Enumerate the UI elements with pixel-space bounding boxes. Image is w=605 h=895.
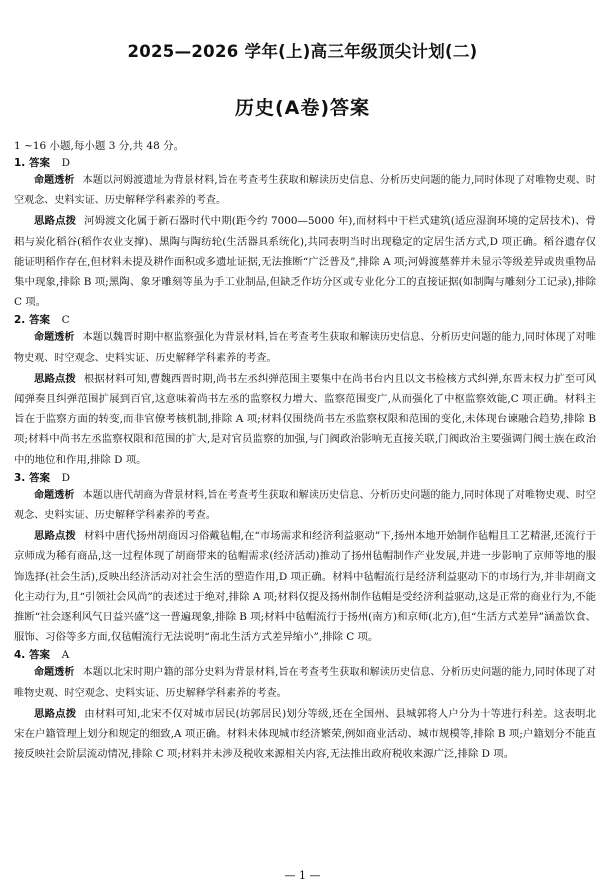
intent-paragraph <box>14 171 596 211</box>
analysis-label: 思路点拨 <box>34 707 77 720</box>
page-number: — 1 — <box>284 869 321 882</box>
intent-text: 本题以魏晋时期中枢监察强化为背景材料,旨在考查考生获取和解读历史信息、分析历史问题的能力,同时体现了对唯物史观、时空观念、史料实证、历史解释学科素养的考查。 <box>14 332 597 364</box>
answer-label: 答案 <box>28 157 50 169</box>
analysis-paragraph <box>14 704 596 765</box>
question-block <box>14 471 596 648</box>
question-number: 4. <box>14 649 26 662</box>
answer-value: D <box>61 471 71 484</box>
answer-label: 答案 <box>28 471 50 484</box>
answer-value: A <box>61 649 70 662</box>
intent-text: 本题以河姆渡遗址为背景材料,旨在考查考生获取和解读历史信息、分析历史问题的能力,同时体现了对唯物史观、时空观念、史料实证、历史解释学科素养的考查。 <box>14 175 597 207</box>
question-number: 3. <box>14 471 26 484</box>
exam-subtitle: 历史(A卷)答案 <box>234 97 371 119</box>
exam-title: 2025—2026 学年(上)高三年级顶尖计划(二) <box>127 42 478 61</box>
answer-label: 答案 <box>28 649 50 662</box>
answer-line <box>14 156 596 170</box>
question-number: 1. <box>14 157 26 169</box>
intent-paragraph <box>14 663 596 703</box>
answer-content <box>14 139 596 764</box>
analysis-label: 思路点拨 <box>34 215 77 228</box>
intent-paragraph <box>14 328 596 368</box>
intent-label: 命题透析 <box>34 489 75 501</box>
answer-line <box>14 471 596 485</box>
analysis-text: 材料中唐代扬州胡商因习俗戴毡帽,在“市场需求和经济利益驱动”下,扬州本地开始制作毡帽且工艺精湛,还流行于京师成为稀有商品,这一过程体现了胡商带来的毡帽需求(经济活动)推动了扬州毡帽制作产业发展,并进一步影响了京师等地的服饰选择(社会生活),反映出经济活动对社会生活的塑造作用,D 项正确。材料中毡帽流行是经济利益驱动下的市场行为,并非胡商文化主动行为,且“引领社会风尚”的表述过于绝对,排除 A 项;材料仅提及扬州制作毡帽是受经济利益驱动,这是正常的商业行为,不能推断“社会逐利风气日益兴盛”这一普遍现象,排除 B 项;材料中毡帽流行于扬州(南方)和京师(北方),但“生活方式差异”涵盖饮食、服饰、习俗等多方面,仅毡帽流行无法说明“南北生活方式差异缩小”,排除 C 项。 <box>14 530 597 644</box>
analysis-paragraph <box>14 369 596 470</box>
intent-text: 本题以唐代胡商为背景材料,旨在考查考生获取和解读历史信息、分析历史问题的能力,同时体现了对唯物史观、时空观念、史料实证、历史解释学科素养的考查。 <box>14 489 597 522</box>
answer-label: 答案 <box>28 314 50 327</box>
scoring-note: 1 ~16 小题,每小题 3 分,共 48 分。 <box>14 140 185 152</box>
answer-line <box>14 648 596 662</box>
analysis-label: 思路点拨 <box>34 372 76 385</box>
intent-text: 本题以北宋时期户籍的部分史料为背景材料,旨在考查考生获取和解读历史信息、分析历史问题的能力,同时体现了对唯物史观、时空观念、史料实证、历史解释学科素养的考查。 <box>14 667 597 699</box>
question-block <box>14 156 596 312</box>
question-block <box>14 313 596 469</box>
analysis-label: 思路点拨 <box>34 530 76 543</box>
question-number: 2. <box>14 314 26 327</box>
analysis-paragraph <box>14 526 596 647</box>
question-block <box>14 648 596 764</box>
intent-paragraph <box>14 486 596 526</box>
answer-value: C <box>61 314 70 327</box>
answer-value: D <box>61 157 71 169</box>
answer-line <box>14 313 596 327</box>
analysis-text: 河姆渡文化属于新石器时代中期(距今约 7000—5000 年),而材料中干栏式建筑(适应湿润环境的定居技术)、骨耜与炭化稻谷(稻作农业支撑)、黑陶与陶纺轮(生活器具系统化),共同表明当时出现稳定的定居生活方式,D 项正确。稻谷遗存仅能证明稻作存在,但材料未提及耕作面积或多遗址证据,无法推断“广泛普及”,排除 A 项;河姆渡墓葬并未显示等级差异或贵重物品集中现象,排除 B 项;黑陶、象牙雕刻等虽为手工业制品,但缺乏作坊分区或专业化分工的直接证据(如制陶与雕刻分工记录),排除 C 项。 <box>14 215 596 309</box>
analysis-paragraph <box>14 211 596 312</box>
intent-label: 命题透析 <box>34 332 75 344</box>
analysis-text: 由材料可知,北宋不仅对城市居民(坊郭居民)划分等级,还在全国州、县城郭将人户分为十等进行科差。这表明北宋在户籍管理上划分和规定的细致,A 项正确。材料未体现城市经济繁荣,例如商业活动、城市规模等,排除 B 项;户籍划分不能直接反映社会阶层流动情况,排除 C 项;材料并未涉及税收来源相关内容,无法推出政府税收来源广泛,排除 D 项。 <box>14 707 596 761</box>
intent-label: 命题透析 <box>34 175 75 186</box>
intent-label: 命题透析 <box>34 667 75 679</box>
analysis-text: 根据材料可知,曹魏西晋时期,尚书左丞纠弹范围主要集中在尚书台内且以文书检核方式纠弹,东晋末权力扩至可风闻弹奏且纠弹范围扩展到百官,这意味着尚书左丞的监察权力增大、监察范围变广,从而强化了中枢监察效能,C 项正确。材料主旨在于监察方面的转变,而非官僚考核机制,排除 A 项;材料仅围绕尚书左丞监察权限和范围的变化,未体现台谏融合趋势,排除 B 项;材料中尚书左丞监察权限和范围的扩大,是对官员监察的加强,与门阀政治影响无直接关联,门阀政治主要强调门阀士族在政治中的地位和作用,排除 D 项。 <box>14 372 596 466</box>
